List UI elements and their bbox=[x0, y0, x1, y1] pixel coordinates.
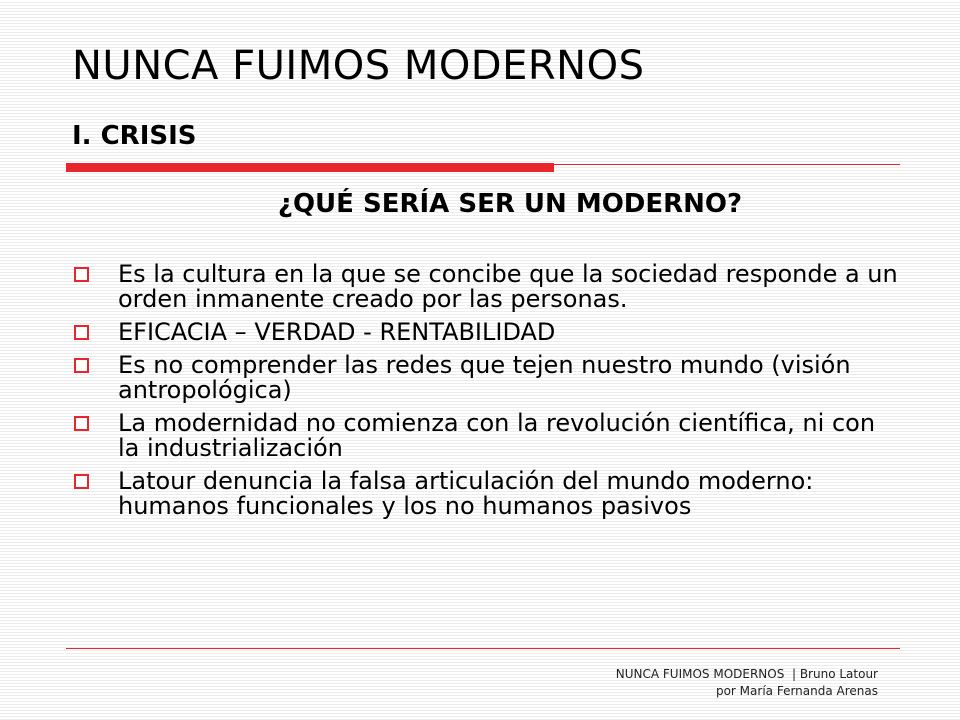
footer-line-title: NUNCA FUIMOS MODERNOS | Bruno Latour bbox=[615, 667, 878, 681]
hollow-square-icon bbox=[74, 325, 89, 340]
bullet-item bbox=[72, 353, 902, 403]
hollow-square-icon bbox=[74, 358, 89, 373]
footer-divider bbox=[66, 648, 900, 649]
bullet-item bbox=[72, 411, 902, 461]
bullet-list bbox=[72, 262, 902, 527]
hollow-square-icon bbox=[74, 267, 89, 282]
bullet-text: Latour denuncia la falsa articulación del mundo moderno: humanos funcionales y los no humanos pasivos bbox=[118, 467, 814, 520]
hollow-square-icon bbox=[74, 416, 89, 431]
footer-line-author: por María Fernanda Arenas bbox=[715, 684, 878, 698]
section-heading: ¿QUÉ SERÍA SER UN MODERNO? bbox=[277, 189, 743, 219]
accent-line bbox=[554, 164, 900, 165]
slide-title: NUNCA FUIMOS MODERNOS bbox=[72, 43, 645, 89]
bullet-text: La modernidad no comienza con la revolución científica, ni con la industrialización bbox=[118, 409, 876, 462]
hollow-square-icon bbox=[74, 474, 89, 489]
bullet-item bbox=[72, 262, 902, 312]
slide-subtitle: I. CRISIS bbox=[72, 121, 197, 151]
bullet-text: EFICACIA – VERDAD - RENTABILIDAD bbox=[118, 318, 556, 346]
accent-bar bbox=[66, 163, 554, 172]
footer bbox=[616, 666, 878, 700]
bullet-item bbox=[72, 320, 902, 345]
bullet-text: Es la cultura en la que se concibe que la sociedad responde a un orden inmanente creado por las personas. bbox=[118, 260, 898, 313]
bullet-item bbox=[72, 469, 902, 519]
bullet-text: Es no comprender las redes que tejen nuestro mundo (visión antropológica) bbox=[118, 351, 851, 404]
